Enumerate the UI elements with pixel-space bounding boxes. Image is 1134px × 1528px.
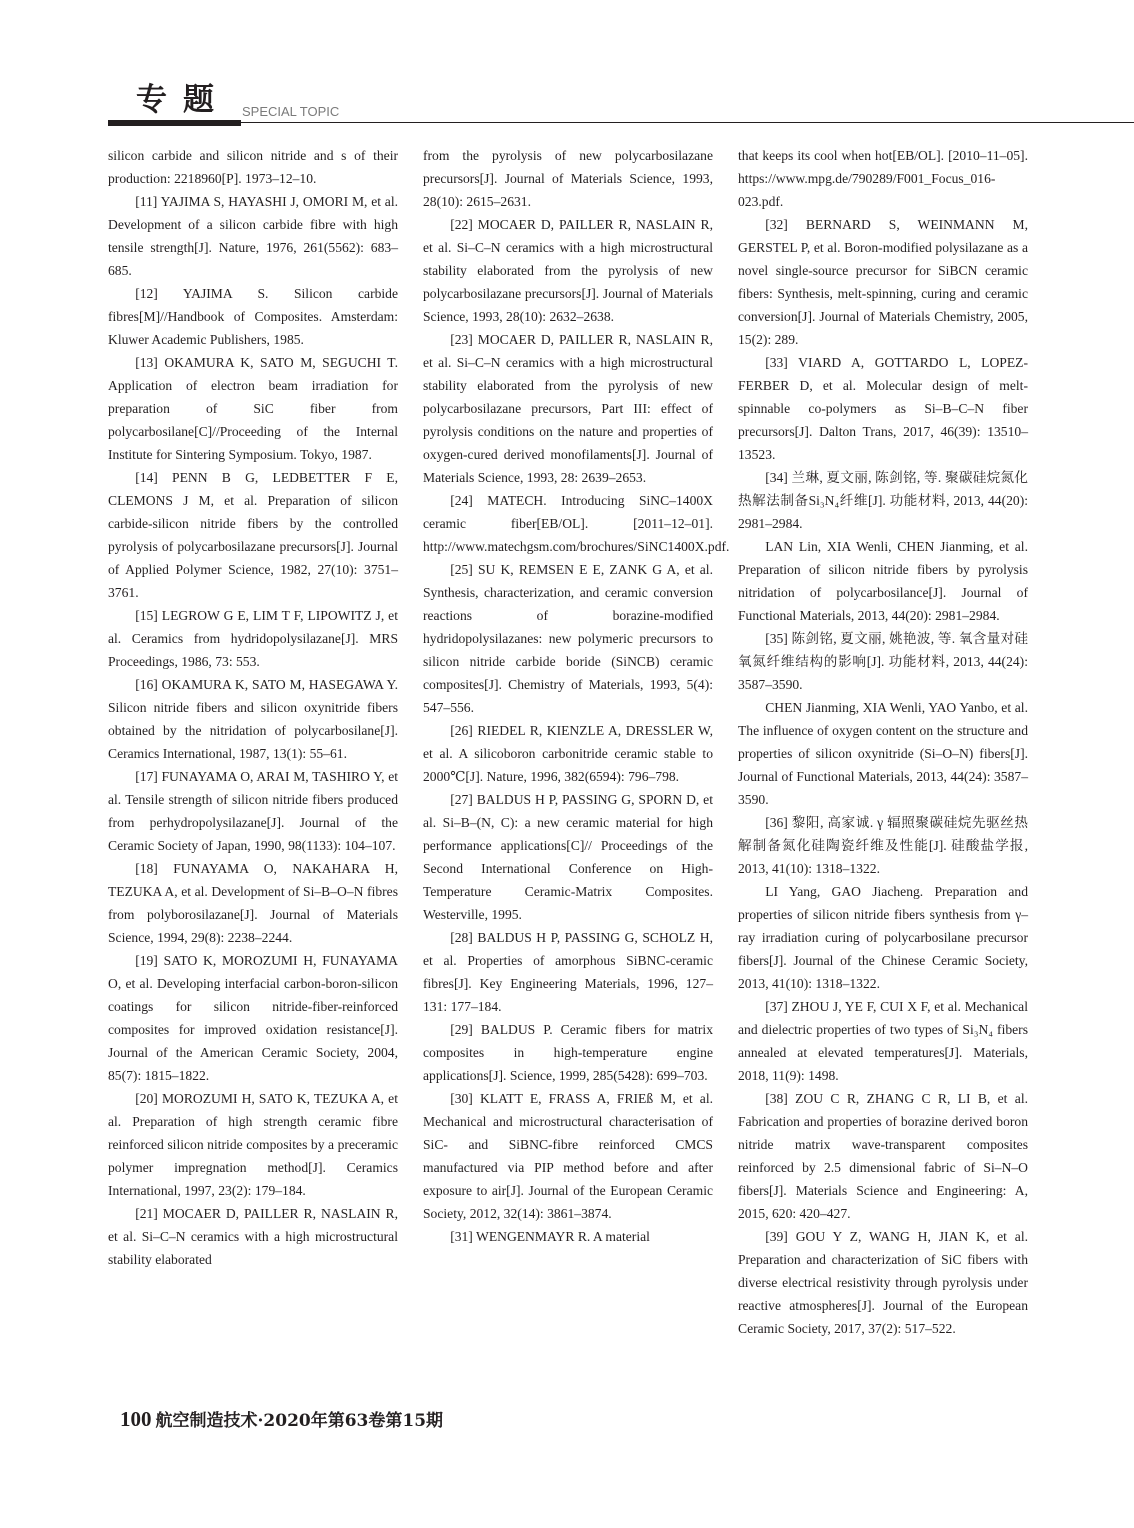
reference-entry: [15] LEGROW G E, LIM T F, LIPOWITZ J, et al. Ceramics from hydridopolysilazane[J]. MRS Proceedings, 1986, 73: 553. [108,608,398,669]
page-number: 100 [120,1407,152,1431]
reference-column-3 [738,144,1028,1340]
journal-info: 航空制造技术·2020年第63卷第15期 [155,1411,444,1431]
reference-entry: [33] VIARD A, GOTTARDO L, LOPEZ-FERBER D, et al. Molecular design of melt-spinnable co-polymers as Si–B–C–N fiber precursors[J]. Dalton Trans, 2017, 46(39): 13510–13523. [738,355,1028,462]
reference-entry: [17] FUNAYAMA O, ARAI M, TASHIRO Y, et al. Tensile strength of silicon nitride fibers produced from perhydropolysilazane[J]. Journal of the Ceramic Society of Japan, 1990, 98(1133): 104–107. [108,769,398,853]
reference-entry: [22] MOCAER D, PAILLER R, NASLAIN R, et al. Si–C–N ceramics with a high microstructural stability elaborated from the pyrolysis of new polycarbosilazane precursors[J]. Journal of Materials Science, 1993, 28(10): 2632–2638. [423,217,713,324]
reference-entry: [32] BERNARD S, WEINMANN M, GERSTEL P, et al. Boron-modified polysilazane as a novel single-source precursor for SiBCN ceramic fibers: Synthesis, melt-spinning, curing and ceramic conversion[J]. Journal of Materials Chemistry, 2005, 15(2): 289. [738,217,1028,347]
reference-entry: that keeps its cool when hot[EB/OL]. [2010–11–05]. https://www.mpg.de/790289/F001_Focus_016-023.pdf. [738,148,1028,209]
reference-entry: [29] BALDUS P. Ceramic fibers for matrix composites in high-temperature engine applications[J]. Science, 1999, 285(5428): 699–703. [423,1022,713,1083]
reference-entry: [21] MOCAER D, PAILLER R, NASLAIN R, et al. Si–C–N ceramics with a high microstructural stability elaborated [108,1206,398,1267]
page-header [108,80,1134,126]
reference-entry: [18] FUNAYAMA O, NAKAHARA H, TEZUKA A, et al. Development of Si–B–O–N fibres from polyborosilazane[J]. Journal of Materials Science, 1994, 29(8): 2238–2244. [108,861,398,945]
reference-entry: [28] BALDUS H P, PASSING G, SCHOLZ H, et al. Properties of amorphous SiBNC-ceramic fibres[J]. Key Engineering Materials, 1996, 127–131: 177–184. [423,930,713,1014]
reference-entry: CHEN Jianming, XIA Wenli, YAO Yanbo, et al. The influence of oxygen content on the structure and properties of silicon oxynitride (Si–O–N) fibers[J]. Journal of Functional Materials, 2013, 44(24): 3587–3590. [738,700,1028,807]
reference-entry: [12] YAJIMA S. Silicon carbide fibres[M]//Handbook of Composites. Amsterdam: Kluwer Academic Publishers, 1985. [108,286,398,347]
reference-entry: [38] ZOU C R, ZHANG C R, LI B, et al. Fabrication and properties of borazine derived boron nitride matrix wave-transparent composites reinforced by 2.5 dimensional fabric of Si–N–O fibers[J]. Materials Science and Engineering: A, 2015, 620: 420–427. [738,1091,1028,1221]
reference-entry: [23] MOCAER D, PAILLER R, NASLAIN R, et al. Si–C–N ceramics with a high microstructural stability elaborated from the pyrolysis of new polycarbosilazane precursors, Part III: effect of pyrolysis conditions on the nature and properties of oxygen-cured derived monofilaments[J]. Journal of Materials Science, 1993, 28: 2639–2653. [423,332,713,485]
reference-entry: [16] OKAMURA K, SATO M, HASEGAWA Y. Silicon nitride fibers and silicon oxynitride fibers obtained by the nitridation of polycarbosilane[J]. Ceramics International, 1987, 13(1): 55–61. [108,677,398,761]
reference-entry: LI Yang, GAO Jiacheng. Preparation and properties of silicon nitride fibers synthesis from γ–ray irradiation curing of polycarbosilane precursor fibers[J]. Journal of the Chinese Ceramic Society, 2013, 41(10): 1318–1322. [738,884,1028,991]
page-footer [120,1406,443,1434]
reference-column-1 [108,144,398,1271]
reference-entry: [19] SATO K, MOROZUMI H, FUNAYAMA O, et al. Developing interfacial carbon-boron-silicon coatings for silicon nitride-fiber-reinforced composites for improved oxidation resistance[J]. Journal of the American Ceramic Society, 2004, 85(7): 1815–1822. [108,953,398,1083]
section-title: 专题 [136,82,230,118]
header-rule-thin [241,122,1134,123]
reference-entry: [37] ZHOU J, YE F, CUI X F, et al. Mechanical and dielectric properties of two types of Si₃N₄ fibers annealed at elevated temperatures[J]. Materials, 2018, 11(9): 1498. [738,999,1028,1083]
section-subtitle: SPECIAL TOPIC [242,104,340,119]
reference-entry: [39] GOU Y Z, WANG H, JIAN K, et al. Preparation and characterization of SiC fibers with diverse electrical resistivity through pyrolysis under reactive atmospheres[J]. Journal of the European Ceramic Society, 2017, 37(2): 517–522. [738,1229,1028,1336]
reference-entry: [11] YAJIMA S, HAYASHI J, OMORI M, et al. Development of a silicon carbide fibre with high tensile strength[J]. Nature, 1976, 261(5562): 683–685. [108,194,398,278]
header-rule-thick [108,120,241,126]
reference-entry: [24] MATECH. Introducing SiNC–1400X ceramic fiber[EB/OL]. [2011–12–01]. http://www.matechgsm.com/brochures/SiNC1400X.pdf. [423,493,730,554]
reference-entry: [14] PENN B G, LEDBETTER F E, CLEMONS J M, et al. Preparation of silicon carbide-silicon nitride fibers by the controlled pyrolysis of polycarbosilazane precursors[J]. Journal of Applied Polymer Science, 1982, 27(10): 3751–3761. [108,470,398,600]
reference-entry: [26] RIEDEL R, KIENZLE A, DRESSLER W, et al. A silicoboron carbonitride ceramic stable to 2000℃[J]. Nature, 1996, 382(6594): 796–798. [423,723,713,784]
reference-entry: [31] WENGENMAYR R. A material [450,1229,650,1244]
reference-column-2 [423,144,730,1248]
reference-entry: [36] 黎阳, 高家诚. γ 辐照聚碳硅烷先驱丝热解制备氮化硅陶瓷纤维及性能[J]. 硅酸盐学报, 2013, 41(10): 1318–1322. [738,815,1028,876]
reference-entry: [25] SU K, REMSEN E E, ZANK G A, et al. Synthesis, characterization, and ceramic conversion reactions of borazine-modified hydridopolysilazanes: new polymeric precursors to silicon nitride carbide boride (SiNCB) ceramic composites[J]. Chemistry of Materials, 1993, 5(4): 547–556. [423,562,713,715]
reference-entry: from the pyrolysis of new polycarbosilazane precursors[J]. Journal of Materials Science, 1993, 28(10): 2615–2631. [423,148,713,209]
reference-entry: [13] OKAMURA K, SATO M, SEGUCHI T. Application of electron beam irradiation for preparation of SiC fiber from polycarbosilane[C]//Proceeding of the Internal Institute for Sintering Symposium. Tokyo, 1987. [108,355,398,462]
reference-entry: [20] MOROZUMI H, SATO K, TEZUKA A, et al. Preparation of high strength ceramic fibre reinforced silicon nitride composites by a preceramic polymer impregnation method[J]. Ceramics International, 1997, 23(2): 179–184. [108,1091,398,1198]
reference-entry: [35] 陈剑铭, 夏文丽, 姚艳波, 等. 氧含量对硅氧氮纤维结构的影响[J]. 功能材料, 2013, 44(24): 3587–3590. [738,631,1028,692]
reference-entry: [30] KLATT E, FRASS A, FRIEß M, et al. Mechanical and microstructural characterisation of SiC- and SiBNC-fibre reinforced CMCS manufactured via PIP method before and after exposure to air[J]. Journal of the European Ceramic Society, 2012, 32(14): 3861–3874. [423,1091,713,1221]
reference-entry: [27] BALDUS H P, PASSING G, SPORN D, et al. Si–B–(N, C): a new ceramic material for high performance applications[C]// Proceedings of the Second International Conference on High-Temperature Ceramic-Matrix Composites. Westerville, 1995. [423,792,713,922]
reference-entry: silicon carbide and silicon nitride and s of their production: 2218960[P]. 1973–12–10. [108,148,398,186]
reference-entry: [34] 兰琳, 夏文丽, 陈剑铭, 等. 聚碳硅烷氮化热解法制备Si₃N₄纤维[J]. 功能材料, 2013, 44(20): 2981–2984. [738,470,1028,531]
reference-entry: LAN Lin, XIA Wenli, CHEN Jianming, et al. Preparation of silicon nitride fibers by pyrolysis nitridation of polycarbosilance[J]. Journal of Functional Materials, 2013, 44(20): 2981–2984. [738,539,1028,623]
